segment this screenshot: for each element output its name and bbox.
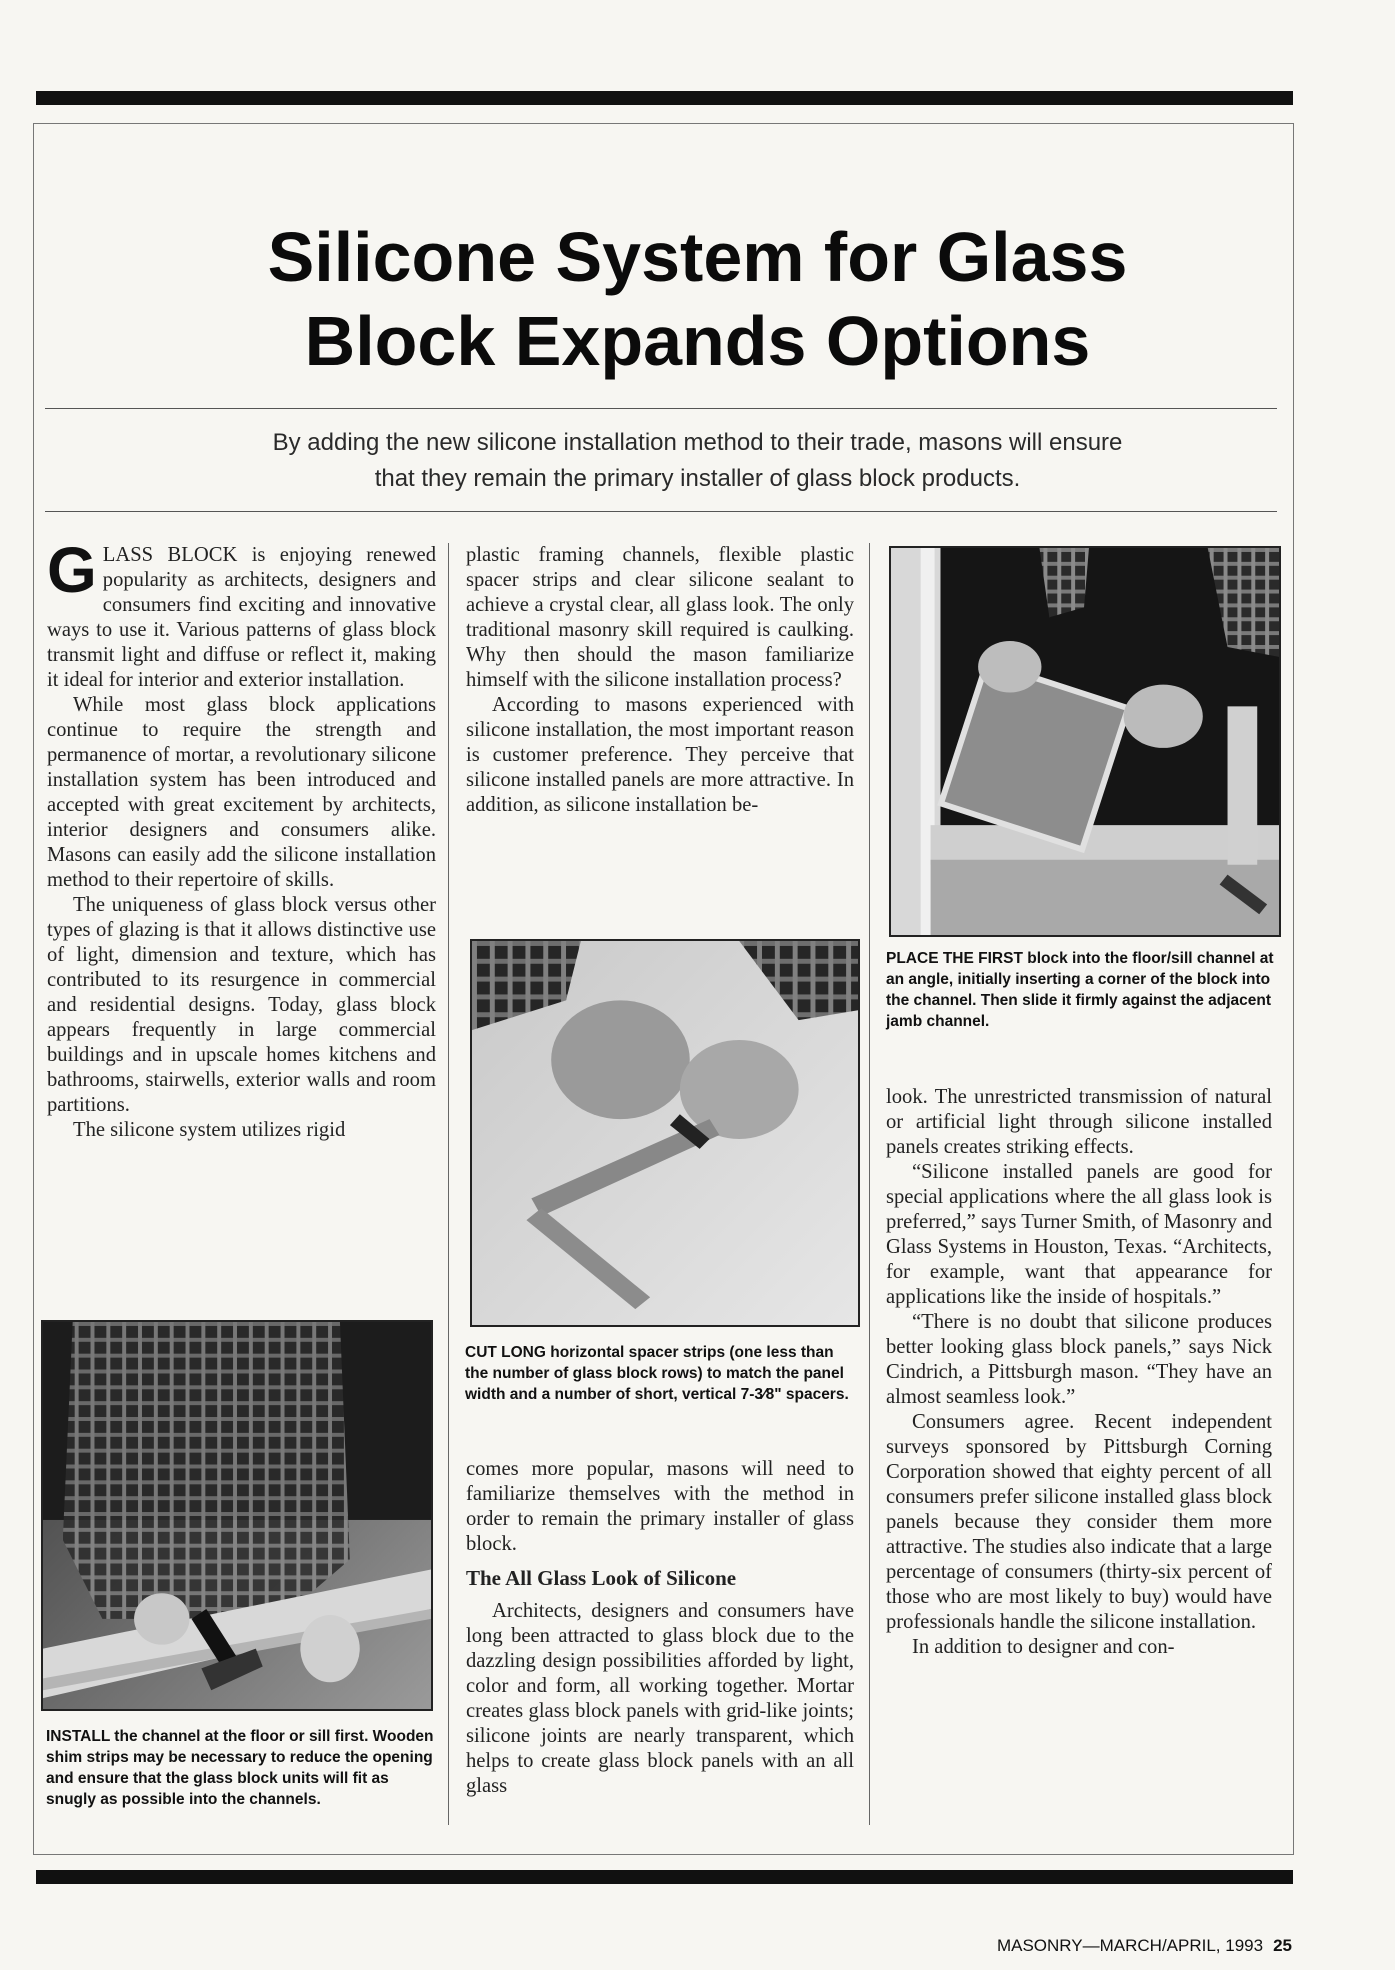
paragraph: The uniqueness of glass block versus other types of glazing is that it allows distinctive use of light, dimension and texture, which has contributed to its resurgence in commercial and residential designs. Today, glass block appears frequently in large commercial buildings and in upscale homes kitchens and bathrooms, stairwells, exterior walls and room partitions.	[47, 894, 436, 1116]
photo-cut-spacers	[470, 939, 860, 1327]
deck-bottom-rule	[45, 511, 1277, 512]
bottom-rule	[36, 1870, 1293, 1884]
paragraph: Consumers agree. Recent independent surveys sponsored by Pittsburgh Corning Corporation showed that eighty percent of all consumers prefer silicone installed glass block panels because they consider them more attractive. The studies also indicate that a large percentage of consumers (thirty-six percent of those who are most likely to buy) would have professionals handle the silicone installation.	[886, 1411, 1272, 1633]
deck-line-1: By adding the new silicone installation method to their trade, masons will ensure	[272, 429, 1123, 456]
title-line-2: Block Expands Options	[304, 302, 1091, 380]
paragraph: Architects, designers and consumers have long been attracted to glass block due to the dazzling design possibilities afforded by light, color and form, all working together. Mortar creates glass block panels with grid-like joints; silicone joints are nearly transparent, which helps to create glass block panels with an all glass	[466, 1600, 854, 1797]
deck-line-2: that they remain the primary installer of glass block products.	[374, 465, 1021, 492]
page-number: 25	[1273, 1936, 1292, 1955]
footer-issue: MASONRY—MARCH/APRIL, 1993	[996, 1936, 1264, 1955]
column-2-top	[466, 543, 854, 818]
section-subhead: The All Glass Look of Silicone	[466, 1566, 737, 1590]
paragraph: The silicone system utilizes rigid	[73, 1119, 346, 1141]
page-footer	[997, 1936, 1292, 1956]
paragraph: In addition to designer and con-	[912, 1636, 1175, 1658]
article-title	[80, 215, 1315, 383]
paragraph: While most glass block applications continue to require the strength and permanence of mortar, a revolutionary silicone installation system has been introduced and accepted with great excitement by architects, interior designers and consumers alike. Masons can easily add the silicone installation method to their repertoire of skills.	[47, 694, 436, 891]
title-line-1: Silicone System for Glass	[267, 218, 1128, 296]
column-rule-1	[448, 543, 449, 1825]
paragraph: plastic framing channels, flexible plastic spacer strips and clear silicone sealant to achieve a crystal clear, all glass look. The only traditional masonry skill required is caulking. Why then should the mason familiarize himself with the silicone installation process?	[466, 544, 854, 691]
column-1	[47, 534, 436, 1143]
top-rule	[36, 91, 1293, 105]
caption-install: INSTALL the channel at the floor or sill first. Wooden shim strips may be necessary to reduce the opening and ensure that the glass block units will fit as snugly as possible into the channels.	[46, 1728, 434, 1808]
paragraph: “There is no doubt that silicone produces better looking glass block panels,” says Nick Cindrich, a Pittsburgh mason. “They have an almost seamless look.”	[886, 1311, 1272, 1408]
drop-cap: G	[47, 534, 97, 606]
column-2-bottom	[466, 1457, 854, 1799]
paragraph: look. The unrestricted transmission of natural or artificial light through silicone installed panels creates striking effects.	[886, 1086, 1272, 1158]
photo-place-block	[889, 546, 1281, 937]
paragraph: comes more popular, masons will need to familiarize themselves with the method in order to remain the primary installer of glass block.	[466, 1458, 854, 1555]
column-rule-2	[869, 543, 870, 1825]
deck-top-rule	[45, 408, 1277, 409]
photo-install-channel	[41, 1320, 433, 1711]
paragraph: “Silicone installed panels are good for special applications where the all glass look is preferred,” says Turner Smith, of Masonry and Glass Systems in Houston, Texas. “Architects, for example, want that appearance for applications like the inside of hospitals.”	[886, 1161, 1272, 1308]
paragraph: According to masons experienced with silicone installation, the most important reason is customer preference. They perceive that silicone installed panels are more attractive. In addition, as silicone installation be-	[466, 694, 854, 816]
column-3	[886, 1085, 1272, 1660]
caption-cut: CUT LONG horizontal spacer strips (one less than the number of glass block rows) to match the panel width and a number of short, vertical 7-3⁄8" spacers.	[465, 1344, 849, 1403]
caption-place: PLACE THE FIRST block into the floor/sill channel at an angle, initially inserting a corner of the block into the channel. Then slide it firmly against the adjacent jamb channel.	[886, 950, 1274, 1030]
paragraph: GLASS BLOCK is enjoying renewed popularity as architects, designers and consumers find exciting and innovative ways to use it. Various patterns of glass block transmit light and diffuse or reflect it, making it ideal for interior and exterior installation.	[47, 534, 436, 691]
article-deck	[110, 425, 1285, 497]
